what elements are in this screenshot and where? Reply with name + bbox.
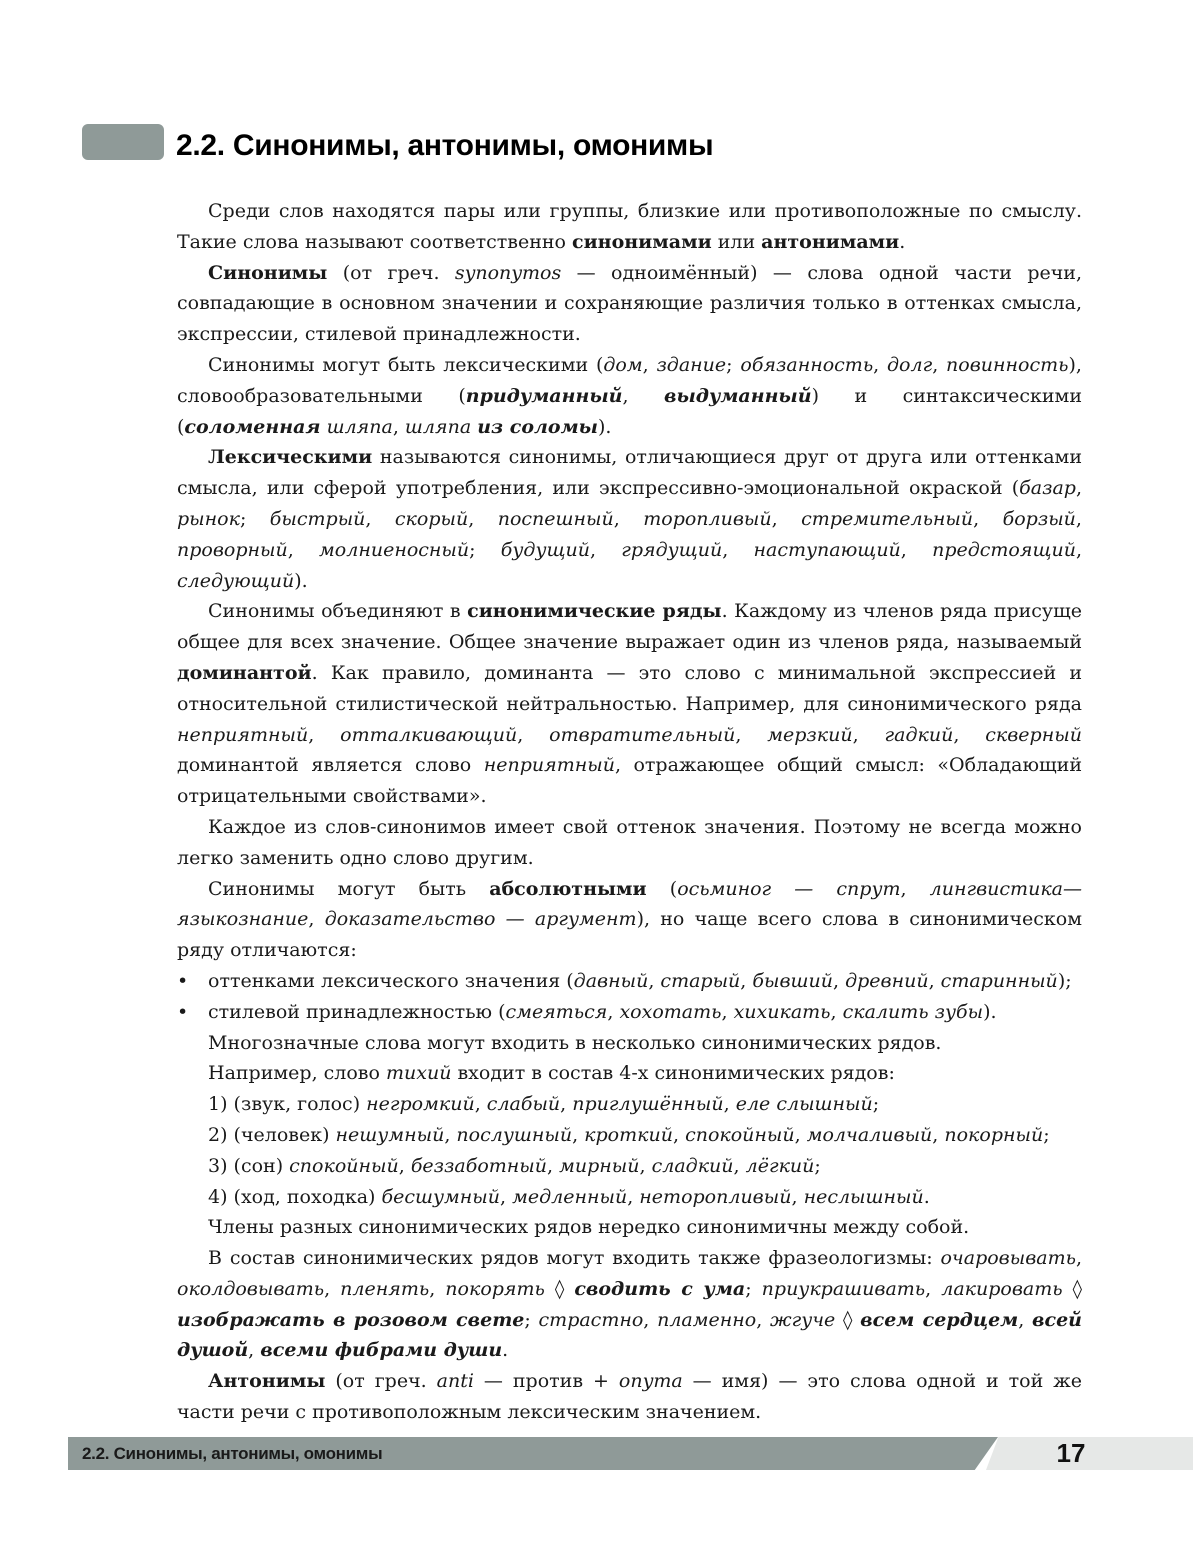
text-run: , <box>852 723 885 746</box>
emphasis-run: всем сердцем <box>860 1308 1019 1331</box>
paragraph <box>177 1028 1082 1059</box>
emphasis-run: сводить с ума <box>574 1277 746 1300</box>
text-run: оттенками лексического значения ( <box>208 969 574 992</box>
emphasis-run: пленять <box>340 1277 430 1300</box>
text-run: , <box>756 1308 770 1331</box>
bullet-item <box>177 966 1082 997</box>
text-run: , <box>672 1123 686 1146</box>
paragraph <box>177 1058 1082 1089</box>
main-text <box>177 196 1082 1428</box>
text-run: , <box>925 1277 942 1300</box>
emphasis-run: изображать в розовом свете <box>177 1308 525 1331</box>
paragraph <box>177 258 1082 350</box>
emphasis-run: выдуманный <box>663 384 812 407</box>
emphasis-run: околдовывать <box>177 1277 325 1300</box>
emphasis-run: молниеносный <box>319 538 470 561</box>
text-run: входит в состав 4-х синонимических рядов: <box>451 1062 895 1085</box>
text-run: , <box>900 538 933 561</box>
text-run: , <box>622 384 664 407</box>
emphasis-run: поспешный <box>497 507 614 530</box>
text-run: ; <box>469 538 501 561</box>
footer-section-title: 2.2. Синонимы, антонимы, омонимы <box>82 1444 383 1463</box>
emphasis-run: страстно <box>538 1308 644 1331</box>
text-run: , <box>287 538 320 561</box>
text-run: ). <box>983 1000 997 1023</box>
text-run: , <box>365 507 395 530</box>
paragraph <box>177 1089 1082 1120</box>
text-run: , <box>392 415 405 438</box>
emphasis-run: отвратительный <box>549 723 736 746</box>
emphasis-run: грядущий <box>621 538 723 561</box>
text-run: , <box>791 1185 804 1208</box>
text-run: Синонимы могут быть лексическими ( <box>208 353 604 376</box>
text-run: ◊ <box>1062 1277 1083 1300</box>
text-run: , <box>953 723 986 746</box>
text-run: ; <box>524 1308 539 1331</box>
text-run: ). <box>598 415 612 438</box>
emphasis-run: торопливый <box>643 507 772 530</box>
text-run: , <box>560 1093 573 1116</box>
emphasis-run: бывший <box>752 969 833 992</box>
emphasis-run: соломенная <box>184 415 321 438</box>
emphasis-run: слабый <box>486 1093 561 1116</box>
text-run: Синонимы объединяют в <box>208 600 468 623</box>
emphasis-run: базар <box>1019 477 1076 500</box>
text-run: В состав синонимических рядов могут входить также фразеологизмы: <box>208 1247 941 1270</box>
emphasis-run: anti <box>436 1370 474 1393</box>
text-run: 2) (человек) <box>208 1123 336 1146</box>
paragraph <box>177 1366 1082 1428</box>
text-run: , <box>648 969 661 992</box>
emphasis-run: негромкий <box>366 1093 475 1116</box>
emphasis-run: сладкий <box>651 1154 734 1177</box>
paragraphs-bottom <box>177 1028 1082 1428</box>
text-run: ; <box>1043 1123 1050 1146</box>
emphasis-run: неприятный <box>483 754 615 777</box>
page-number: 17 <box>1056 1438 1086 1468</box>
emphasis-run: наступающий <box>753 538 901 561</box>
text-run: (от греч. <box>327 261 455 284</box>
emphasis-run: древний <box>845 969 929 992</box>
text-run: Например, слово <box>208 1062 386 1085</box>
emphasis-run: жгуче <box>770 1308 836 1331</box>
text-run: или <box>711 230 762 253</box>
emphasis-run: рынок <box>177 507 240 530</box>
paragraph <box>177 196 1082 258</box>
emphasis-run: спокойный <box>289 1154 399 1177</box>
text-run: Многозначные слова могут входить в несколько синонимических рядов. <box>208 1031 942 1054</box>
emphasis-run: покорять <box>445 1277 545 1300</box>
emphasis-run: лингвистика—языкознание <box>177 877 1082 931</box>
emphasis-run: лёгкий <box>745 1154 815 1177</box>
text-run: , <box>832 969 846 992</box>
emphasis-run: доминантой <box>177 661 312 684</box>
text-run: Синонимы могут быть <box>208 877 490 900</box>
text-run: ; <box>745 1277 762 1300</box>
emphasis-run: всеми фибрами души <box>260 1339 503 1362</box>
text-run: . <box>923 1185 930 1208</box>
text-run: 1) (звук, голос) <box>208 1093 367 1116</box>
text-run: ). <box>294 569 308 592</box>
text-run: , <box>642 353 657 376</box>
paragraphs-top <box>177 196 1082 966</box>
text-run: , <box>1075 507 1082 530</box>
paragraph <box>177 350 1082 442</box>
text-run: ; <box>814 1154 821 1177</box>
emphasis-run: обязанность <box>740 353 874 376</box>
emphasis-run: скорый <box>394 507 469 530</box>
paragraph <box>177 1243 1082 1366</box>
emphasis-run: еле слышный <box>735 1093 873 1116</box>
section-title-bar <box>82 124 164 160</box>
page-title: 2.2. Синонимы, антонимы, омонимы <box>176 129 714 162</box>
emphasis-run: отталкивающий <box>340 723 518 746</box>
text-run: , <box>308 723 341 746</box>
text-run: — имя) — это слова одной и той же части речи с противоположным лексическим значением. <box>177 1370 1082 1424</box>
emphasis-run: пламенно <box>657 1308 757 1331</box>
emphasis-run: осьминог — спрут <box>677 877 901 900</box>
text-run: ); <box>1057 969 1072 992</box>
emphasis-run: давный <box>573 969 649 992</box>
text-run: ; <box>872 1093 880 1116</box>
emphasis-run: неприятный <box>177 723 309 746</box>
emphasis-run: стремительный <box>801 507 974 530</box>
text-run: ) и синтаксическими ( <box>177 384 1082 438</box>
emphasis-run: шляпа <box>326 415 393 438</box>
emphasis-run: Антонимы <box>208 1370 326 1393</box>
text-run: , <box>771 507 802 530</box>
emphasis-run: бесшумный <box>381 1185 500 1208</box>
emphasis-run: смеяться <box>505 1000 608 1023</box>
emphasis-run: неторопливый <box>639 1185 792 1208</box>
text-run: стилевой принадлежностью ( <box>208 1000 506 1023</box>
text-run: 4) (ход, походка) <box>208 1185 382 1208</box>
emphasis-run: следующий <box>177 569 295 592</box>
text-run: , <box>627 1185 640 1208</box>
emphasis-run: антонимами <box>761 230 900 253</box>
text-run: , <box>721 1000 734 1023</box>
emphasis-run: хохотать <box>619 1000 722 1023</box>
text-run: , <box>248 1339 261 1362</box>
paragraph <box>177 1212 1082 1243</box>
text-run: ), словообразовательными ( <box>177 353 1082 407</box>
emphasis-run: Синонимы <box>208 261 328 284</box>
text-run: — против + <box>473 1370 619 1393</box>
text-run: , <box>733 1154 746 1177</box>
text-run: ( <box>646 877 678 900</box>
emphasis-run: всей душой <box>177 1308 1082 1362</box>
text-run: . Как правило, доминанта — это слово с минимальной экспрессией и относительной стилистической нейтральностью. Например, для синонимического ряда <box>177 661 1082 715</box>
paragraph <box>177 1151 1082 1182</box>
emphasis-run: долг <box>887 353 933 376</box>
bullet-list <box>177 966 1082 1028</box>
text-run: , <box>613 507 644 530</box>
text-run: , <box>973 507 1003 530</box>
emphasis-run: кроткий <box>584 1123 673 1146</box>
text-run: , <box>1075 1247 1082 1270</box>
text-run: , <box>607 1000 620 1023</box>
text-run: ; <box>239 507 270 530</box>
text-run: доминантой является слово <box>177 754 484 777</box>
text-run: , <box>324 1277 341 1300</box>
emphasis-run: скалить зубы <box>842 1000 984 1023</box>
text-run: , <box>547 1154 560 1177</box>
emphasis-run: synonymos <box>454 261 562 284</box>
text-run: , <box>794 1123 807 1146</box>
text-run: , <box>932 353 947 376</box>
text-run: , <box>517 723 550 746</box>
emphasis-run: шляпа <box>404 415 472 438</box>
emphasis-run: синонимические ряды <box>467 600 722 623</box>
text-run: , <box>740 969 753 992</box>
emphasis-run: приглушённый <box>572 1093 724 1116</box>
emphasis-run: нешумный <box>335 1123 445 1146</box>
text-run: , <box>643 1308 658 1331</box>
emphasis-run: повинность <box>946 353 1069 376</box>
emphasis-run: дом <box>603 353 643 376</box>
paragraph <box>177 1182 1082 1213</box>
emphasis-run: тихий <box>385 1062 452 1085</box>
text-run: . Каждому из членов ряда присуще общее для всех значение. Общее значение выражает один из членов ряда, называемый <box>177 600 1082 654</box>
emphasis-run: приукрашивать <box>761 1277 926 1300</box>
paragraph <box>177 596 1082 812</box>
text-run: ◊ <box>835 1308 861 1331</box>
text-run: , <box>308 908 325 931</box>
emphasis-run: onyma <box>618 1370 683 1393</box>
paragraph <box>177 812 1082 874</box>
text-run: , <box>474 1093 487 1116</box>
emphasis-run: покорный <box>944 1123 1044 1146</box>
text-run: , <box>1075 538 1082 561</box>
emphasis-run: послушный <box>456 1123 573 1146</box>
emphasis-run: старый <box>660 969 741 992</box>
text-run: , <box>572 1123 585 1146</box>
text-run: , <box>639 1154 652 1177</box>
text-run: , <box>589 538 622 561</box>
emphasis-run: мирный <box>559 1154 640 1177</box>
text-run: , <box>928 969 941 992</box>
text-run: ◊ <box>544 1277 575 1300</box>
text-run: . <box>502 1339 509 1362</box>
text-run: ; <box>726 353 741 376</box>
text-run: , <box>429 1277 446 1300</box>
text-run: — одноимённый) — слова одной части речи, совпадающие в основном значении и сохраняющие различия только в оттенках смысла, экспрессии, стилевой принадлежности. <box>177 261 1082 346</box>
text-run: ), но чаще всего слова в синонимическом ряду отличаются: <box>177 908 1082 962</box>
emphasis-run: синонимами <box>572 230 712 253</box>
emphasis-run: предстоящий <box>932 538 1076 561</box>
emphasis-run: спокойный <box>685 1123 795 1146</box>
emphasis-run: неслышный <box>803 1185 924 1208</box>
emphasis-run: абсолютными <box>489 877 647 900</box>
emphasis-run: лакировать <box>941 1277 1063 1300</box>
emphasis-run: молчаливый <box>806 1123 933 1146</box>
paragraph <box>177 442 1082 596</box>
text-run: Среди слов находятся пары или группы, близкие или противоположные по смыслу. Такие слова называют соответственно <box>177 200 1082 253</box>
emphasis-run: медленный <box>512 1185 628 1208</box>
text-run: , отражающее общий смысл: «Обладающий отрицательными свойствами». <box>177 754 1083 808</box>
text-run: , <box>499 1185 513 1208</box>
text-run: , <box>1018 1308 1033 1331</box>
text-run: 3) (сон) <box>208 1154 290 1177</box>
emphasis-run: доказательство — аргумент <box>324 908 637 931</box>
text-run: , <box>873 353 888 376</box>
emphasis-run: здание <box>656 353 727 376</box>
emphasis-run: хихикать <box>733 1000 831 1023</box>
emphasis-run: Лексическими <box>208 446 373 469</box>
text-run: , <box>900 877 930 900</box>
emphasis-run: будущий <box>500 538 590 561</box>
text-run: , <box>398 1154 411 1177</box>
emphasis-run: придуманный <box>465 384 623 407</box>
emphasis-run: быстрый <box>269 507 366 530</box>
text-run: Каждое из слов-синонимов имеет свой оттенок значения. Поэтому не всегда можно легко заменить одно слово другим. <box>177 815 1082 869</box>
emphasis-run: скверный <box>985 723 1082 746</box>
text-run: , <box>735 723 768 746</box>
bullet-item <box>177 997 1082 1028</box>
text-run: , <box>1075 477 1082 500</box>
text-run: . <box>899 230 906 253</box>
emphasis-run: гадкий <box>884 723 954 746</box>
emphasis-run: очаровывать <box>940 1247 1076 1270</box>
paragraph <box>177 1120 1082 1151</box>
text-run: (от греч. <box>325 1370 437 1393</box>
text-run: Члены разных синонимических рядов нередко синонимичны между собой. <box>208 1216 970 1239</box>
emphasis-run: проворный <box>177 538 288 561</box>
emphasis-run: старинный <box>940 969 1058 992</box>
paragraph <box>177 874 1082 966</box>
text-run: , <box>932 1123 945 1146</box>
text-run: , <box>723 1093 736 1116</box>
text-run: , <box>468 507 498 530</box>
emphasis-run: беззаботный <box>410 1154 548 1177</box>
emphasis-run: борзый <box>1002 507 1076 530</box>
emphasis-run: мерзкий <box>767 723 853 746</box>
text-run: , <box>444 1123 457 1146</box>
text-run: называются синонимы, отличающиеся друг от друга или оттенками смысла, или сферой употребления, или экспрессивно-эмоциональной окраской ( <box>177 446 1082 500</box>
text-run: , <box>830 1000 843 1023</box>
text-run: , <box>722 538 754 561</box>
emphasis-run: из соломы <box>477 415 598 438</box>
